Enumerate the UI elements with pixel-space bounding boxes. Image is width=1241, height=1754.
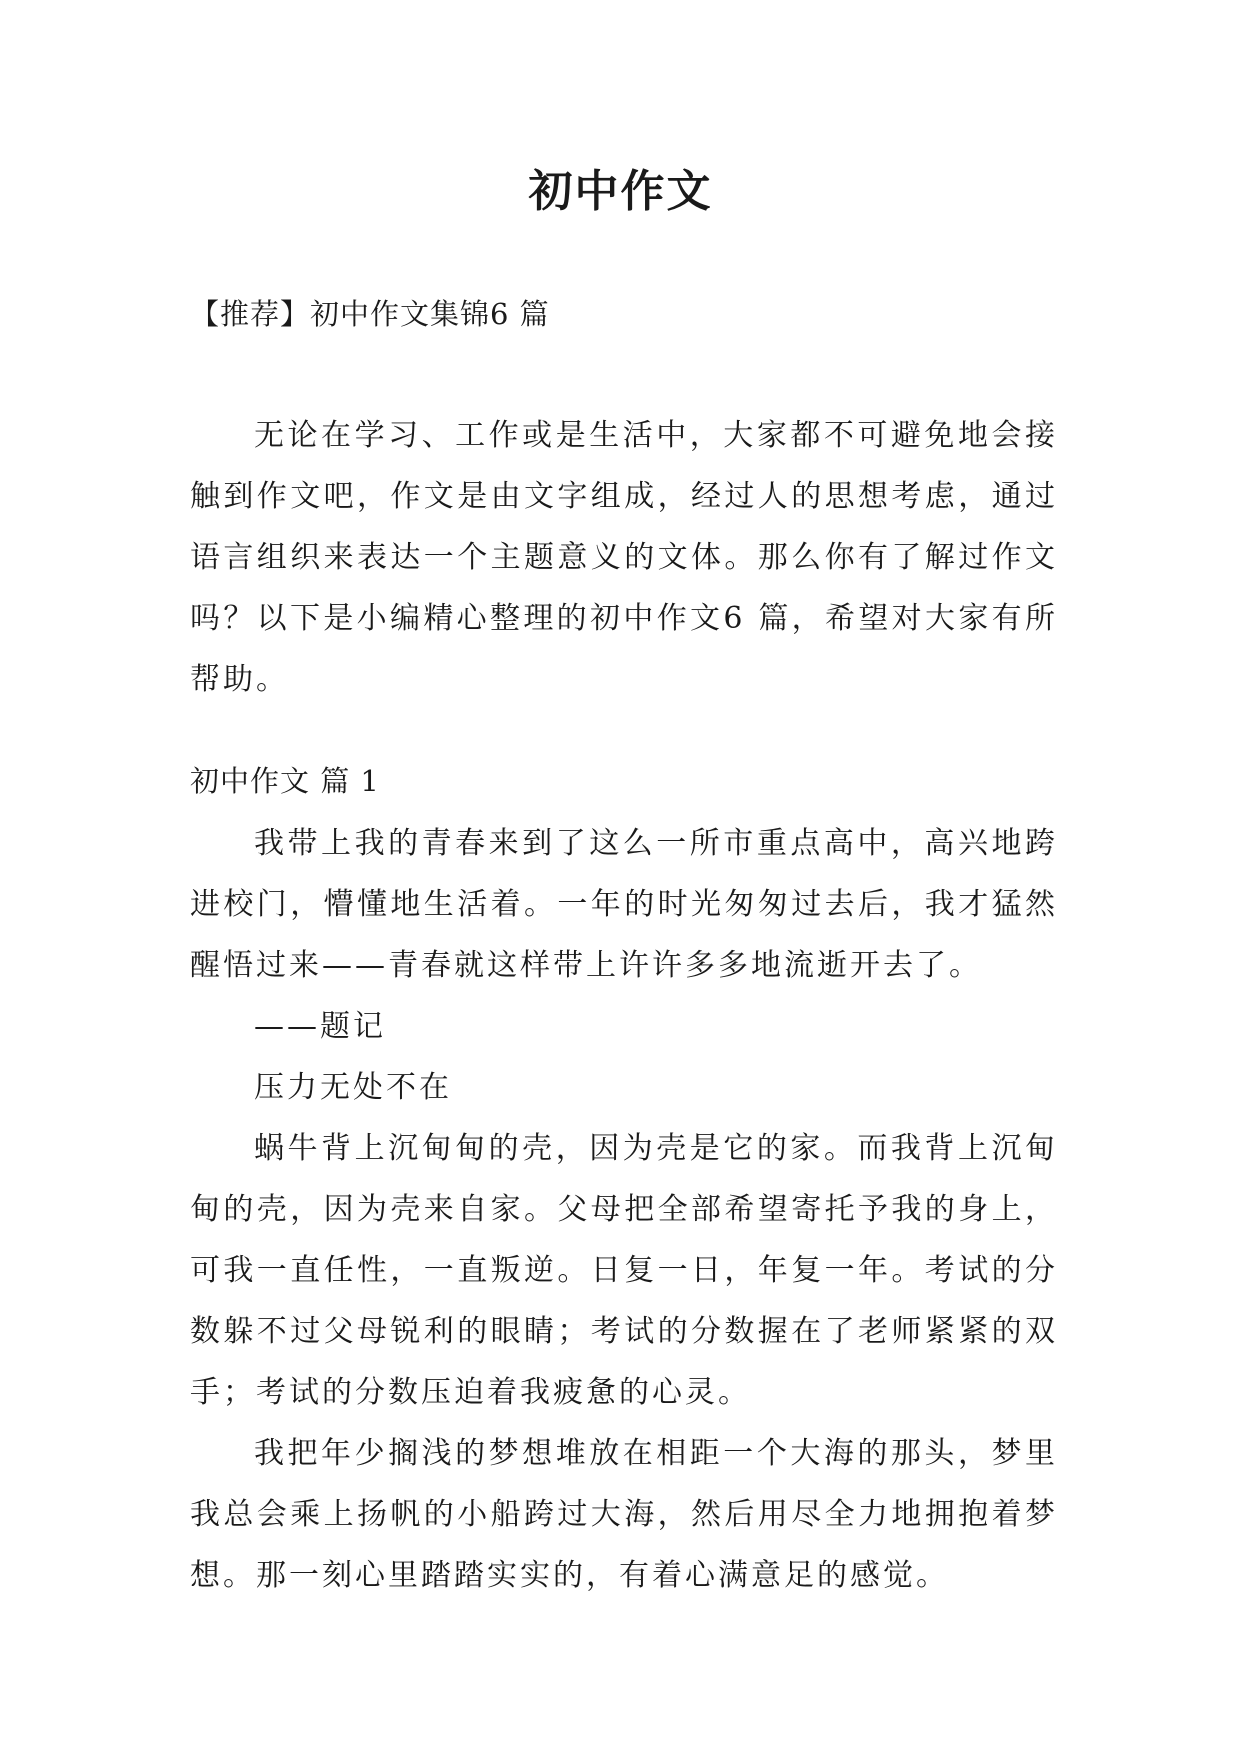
essay-subheading: 压力无处不在 bbox=[254, 1070, 452, 1105]
epigraph-attribution: ——题记 bbox=[254, 1009, 386, 1044]
essay-paragraph: 我带上我的青春来到了这么一所市重点高中，高兴地跨进校门，懵懂地生活着。一年的时光匆匆过去后，我才猛然醒悟过来——青春就这样带上许许多多地流逝开去了。 bbox=[190, 826, 1058, 983]
essay-body bbox=[190, 813, 1058, 1606]
intro-paragraph: 无论在学习、工作或是生活中，大家都不可避免地会接触到作文吧，作文是由文字组成，经过人的思想考虑，通过语言组织来表达一个主题意义的文体。那么你有了解过作文吗？以下是小编精心整理的初中作文6 篇，希望对大家有所帮助。 bbox=[190, 418, 1058, 697]
essay-paragraph: 我把年少搁浅的梦想堆放在相距一个大海的那头，梦里我总会乘上扬帆的小船跨过大海，然后用尽全力地拥抱着梦想。那一刻心里踏踏实实的，有着心满意足的感觉。 bbox=[190, 1436, 1058, 1593]
document-title: 初中作文 bbox=[528, 166, 713, 217]
document-subtitle: 【推荐】初中作文集锦6 篇 bbox=[190, 297, 550, 331]
section-title: 初中作文 篇 1 bbox=[190, 764, 380, 798]
essay-paragraph: 蜗牛背上沉甸甸的壳，因为壳是它的家。而我背上沉甸甸的壳，因为壳来自家。父母把全部希望寄托予我的身上，可我一直任性，一直叛逆。日复一日，年复一年。考试的分数躲不过父母锐利的眼睛；考试的分数握在了老师紧紧的双手；考试的分数压迫着我疲惫的心灵。 bbox=[190, 1131, 1058, 1410]
